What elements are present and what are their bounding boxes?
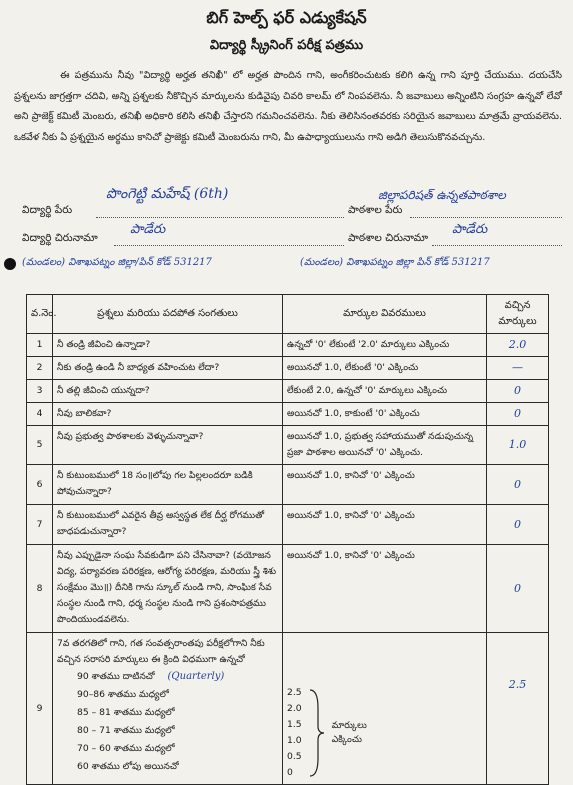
student-address-label: విద్యార్థి చిరునామా: [22, 232, 98, 244]
table-row: [27, 334, 549, 357]
page-subtitle: విద్యార్థి స్క్రీనింగ్ పరీక్ష పత్రము: [209, 38, 364, 53]
row-score[interactable]: 2.5: [487, 633, 549, 785]
row-number: 2: [27, 357, 53, 380]
row-score[interactable]: 0: [487, 403, 549, 426]
table-row: [27, 403, 549, 426]
row-marks: అయినచో 1.0, లేకుంటే '0' ఎక్కించు: [283, 357, 487, 380]
row-number: 7: [27, 505, 53, 545]
q9-mark: 2.5: [287, 687, 302, 698]
q9-mark-list: [287, 685, 302, 781]
row-score[interactable]: 0: [487, 465, 549, 505]
table-row: [27, 380, 549, 403]
table-header-row: [27, 295, 549, 334]
brace-icon: [308, 688, 326, 778]
q9-question-text: 7వ తరగతిలో గాని, గత సంవత్సరాంతపు పరీక్షలోగాని నీకు వచ్చిన సరాసరి మార్కులు ఈ క్రింది విధముగా ఉన్నచో: [57, 638, 265, 665]
row-score[interactable]: 2.0: [487, 334, 549, 357]
row-question: [53, 633, 283, 785]
row-question: నీవు ప్రభుత్వ పాఠశాలకు వెళ్ళుచున్నావా?: [53, 426, 283, 465]
school-name-value[interactable]: జిల్లాపరిషత్ ఉన్నతపాఠశాల: [378, 188, 506, 202]
q9-grade: 90–86 శాతము మధ్యలో: [77, 689, 169, 700]
row-question: నీ తండ్రి జీవించి ఉన్నాడా?: [53, 334, 283, 357]
q9-mark: 1.5: [287, 719, 302, 730]
row-number: 1: [27, 334, 53, 357]
q9-mark: 2.0: [287, 703, 302, 714]
row-number: 5: [27, 426, 53, 465]
row-score[interactable]: 0: [487, 545, 549, 633]
page-title: బిగ్ హెల్ప్ ఫర్ ఎడ్యుకేషన్: [206, 8, 367, 27]
school-name-line: [410, 216, 562, 218]
q9-grade: 80 – 71 శాతము మధ్యలో: [77, 725, 175, 736]
table-row: [27, 465, 549, 505]
row-number: 6: [27, 465, 53, 505]
row-marks: అయినచో 1.0, కానిచో '0' ఎక్కించు: [283, 505, 487, 545]
q9-handwritten-note: (Quarterly): [167, 671, 225, 682]
row-question: నీ కుటుంబములో 18 సం॥లోపు గల పిల్లలందరూ బడికి పోవుచున్నారా?: [53, 465, 283, 505]
school-address-label: పాఠశాల చిరునామా: [348, 232, 429, 244]
q9-grade: 90 శాతము దాటినచో (Quarterly): [77, 671, 225, 682]
row-question: నీ కుటుంబములో ఎవరైన తీవ్ర అస్వస్థత లేక దీర్ఘ రోగముతో బాధపడుచున్నారా?: [53, 505, 283, 545]
row-question: నీకు తండ్రి ఉండి నీ బాధ్యత వహించుట లేదా?: [53, 357, 283, 380]
student-address-line: [114, 244, 344, 246]
school-address-extra[interactable]: (మండలం) విశాఖపట్నం జిల్లా పిన్ కోడ్ 531217: [300, 257, 490, 268]
q9-grade-list: [57, 668, 278, 776]
row-number: 3: [27, 380, 53, 403]
header-serial: వ.నెం.: [27, 295, 53, 334]
row-marks: అయినచో 1.0, ప్రభుత్వ సహాయముతో నడుపుచున్న ప్రజా పాఠశాల అయినచో '0' ఎక్కించు.: [283, 426, 487, 465]
q9-marks-label: మార్కులు ఎక్కించు: [331, 720, 367, 745]
q9-mark: 1.0: [287, 735, 302, 746]
row-marks: అయినచో 1.0, కానిచో '0' ఎక్కించు: [283, 545, 487, 633]
instructions-paragraph: ఈ పత్రమును నీవు "విద్యార్థి అర్హత తనిఖీ" లో అర్హత పొందిన గాని, అంగీకరించుటకు కలిగి ఉన్న గాని పూర్తి చేయుము. దయచేసి ప్రశ్నలను జాగ్రత్తగా చదివి, అన్ని ప్రశ్నలకు నీకొచ్చిన మార్కులను కుడివైపు చివరి కాలమ్ లో నింపవలెను. నీ జవాబులు అన్నింటిని సంగ్రహ ఉన్నవో లేవో అని ప్రాజెక్ట్ కమిటీ మెంబరు, తనిఖీ అధికారి కలిసి తనిఖీ చేస్తారని గమనించవలెను. నీకు తెలిసినంతవరకు సరియైన జవాబులు మాత్రమే వ్రాయవలెను. ఒకవేళ నీకు ఏ ప్రశ్నయైన అర్థము కానిచో ప్రాజెక్టు కమిటీ మెంబరును గాని, మీ ఉపాధ్యాయులును గాని అడిగి తెలుసుకొనవచ్చును.: [14, 70, 562, 143]
table-row: [27, 357, 549, 380]
screening-table: [26, 294, 549, 785]
q9-grade: 60 శాతము లోపు అయినచో: [77, 761, 179, 772]
row-question: నీవు ఎప్పుడైనా సంఘ సేవకుడిగా పని చేసినావా? (వయోజన విద్య, పర్యావరణ పరిరక్షణ, ఆరోగ్య పరిరక్షణ, మరియు స్త్రీ శిశు సంక్షేమం మొ॥) దీనికి గాను స్కూల్ నుండి గాని, సాంఘిక సేవ సంస్థల నుండి గాని, ధర్మ సంస్థల నుండి గాని ప్రశంసాపత్రము పొందియుండవలెను.: [53, 545, 283, 633]
student-address-value[interactable]: పాడేరు: [130, 222, 166, 237]
row-number: 4: [27, 403, 53, 426]
row-number: 8: [27, 545, 53, 633]
table-row: [27, 633, 549, 785]
q9-mark: 0: [287, 767, 293, 778]
student-address-extra[interactable]: (మండలం) విశాఖపట్నం జిల్లా/పిన్ కోడ్ 531217: [22, 257, 212, 268]
row-marks: ఉన్నచో '0' లేకుంటే '2.0' మార్కులు ఎక్కించు: [283, 334, 487, 357]
q9-grade: 70 – 60 శాతము మధ్యలో: [77, 743, 175, 754]
row-score[interactable]: 0: [487, 505, 549, 545]
school-name-label: పాఠశాల పేరు: [348, 204, 403, 216]
row-marks: అయినచో 1.0, కాకుంటే '0' ఎక్కించు: [283, 403, 487, 426]
table-row: [27, 545, 549, 633]
punch-hole: [4, 258, 16, 270]
row-question: నీవు బాలికవా?: [53, 403, 283, 426]
q9-grade: 85 – 81 శాతము మధ్యలో: [77, 707, 175, 718]
row-score[interactable]: 1.0: [487, 426, 549, 465]
row-number: 9: [27, 633, 53, 785]
header-obtained-marks: వచ్చిన మార్కులు: [487, 295, 549, 334]
row-score[interactable]: —: [487, 357, 549, 380]
student-name-label: విద్యార్థి పేరు: [22, 204, 73, 216]
student-name-value[interactable]: పొంగెట్టి మహేష్ (6th): [106, 186, 229, 202]
student-name-line: [96, 216, 344, 218]
school-address-value[interactable]: పాడేరు: [452, 222, 488, 237]
row-marks: [283, 633, 487, 785]
table-row: [27, 426, 549, 465]
header-marks-details: మార్కుల వివరములు: [283, 295, 487, 334]
row-question: నీ తల్లి జీవించి యున్నదా?: [53, 380, 283, 403]
table-row: [27, 505, 549, 545]
q9-mark: 0.5: [287, 751, 302, 762]
header-questions: ప్రశ్నలు మరియు పదపోత సంగతులు: [53, 295, 283, 334]
row-score[interactable]: 0: [487, 380, 549, 403]
school-address-line: [432, 244, 562, 246]
row-marks: అయినచో 1.0, కానిచో '0' ఎక్కించు: [283, 465, 487, 505]
row-marks: లేకుంటే 2.0, ఉన్నచో '0' మార్కులు ఎక్కించు: [283, 380, 487, 403]
